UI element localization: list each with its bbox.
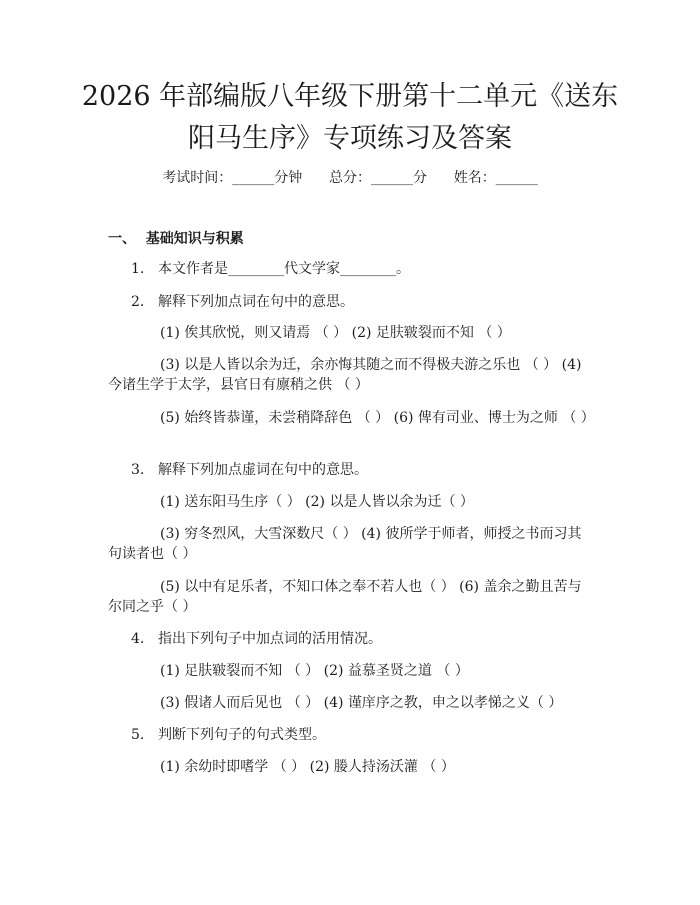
question-number: 1. (131, 261, 145, 277)
title-line-2: 阳马生序》专项练习及答案 (188, 123, 512, 154)
document-title (60, 76, 640, 160)
question-text: 指出下列句子中加点词的活用情况。 (158, 631, 382, 647)
question-text: 判断下列句子的句式类型。 (158, 727, 326, 743)
question-number: 3. (131, 462, 145, 478)
question-3 (131, 460, 368, 480)
question-3-item: (5) 以中有足乐者，不知口体之奉不若人也（ ） (6) 盖余之勤且苦与尔同之乎（ ） (108, 579, 582, 615)
title-line-1: 2026 年部编版八年级下册第十二单元《送东 (81, 81, 619, 112)
question-text: 解释下列加点词在句中的意思。 (158, 294, 354, 310)
question-2 (131, 292, 354, 312)
question-number: 4. (131, 631, 145, 647)
question-number: 5. (131, 727, 145, 743)
question-3-item: (1) 送东阳马生序（ ） (2) 以是人皆以余为迁（ ） (160, 494, 474, 510)
question-1 (131, 259, 410, 279)
exam-info: 考试时间：______分钟 总分：______分 姓名：______ (162, 170, 538, 186)
question-4-item: (3) 假诸人而后见也 （ ） (4) 谨庠序之教，申之以孝悌之义（ ） (160, 695, 563, 711)
question-number: 2. (131, 294, 145, 310)
question-3-item: (3) 穷冬烈风，大雪深数尺（ ） (4) 彼所学于师者，师授之书而习其句读者也（ ） (108, 526, 582, 562)
question-5 (131, 725, 326, 745)
question-4 (131, 629, 382, 649)
section-heading: 一、 基础知识与积累 (108, 231, 244, 247)
question-2-item: (5) 始终皆恭谨，未尝稍降辞色 （ ） (6) 俾有司业、博士为之师 （ ） (160, 410, 595, 426)
question-2-item: (1) 俟其欣悦，则又请焉 （ ） (2) 足肤皲裂而不知 （ ） (160, 325, 511, 341)
question-2-item: (3) 以是人皆以余为迁，余亦悔其随之而不得极夫游之乐也 （ ） (4) 今诸生学于太学，县官日有廪稍之供 （ ） (108, 357, 582, 393)
question-5-item: (1) 余幼时即嗜学 （ ） (2) 媵人持汤沃灌 （ ） (160, 759, 455, 775)
question-text: 解释下列加点虚词在句中的意思。 (158, 462, 368, 478)
question-4-item: (1) 足肤皲裂而不知 （ ） (2) 益慕圣贤之道 （ ） (160, 663, 469, 679)
question-text: 本文作者是________代文学家________。 (158, 261, 410, 277)
